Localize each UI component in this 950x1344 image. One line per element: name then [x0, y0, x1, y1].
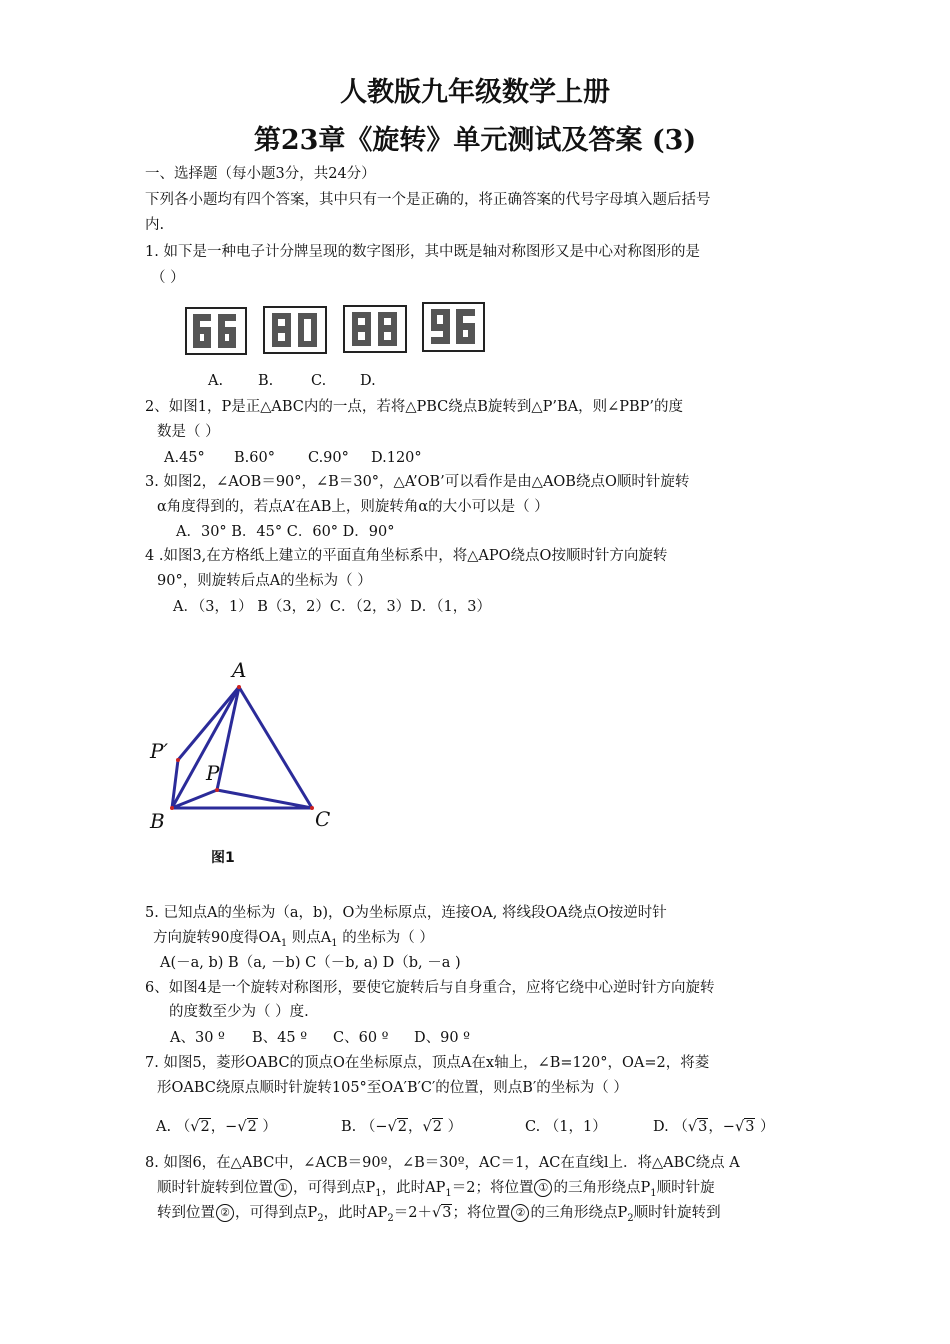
- label-p-prime: P′: [150, 739, 168, 763]
- figure-1-diagram: [140, 650, 350, 840]
- question-7-option-d: D. （√3，−√3 ）: [653, 1119, 775, 1135]
- question-1-answer-paren: （ ）: [151, 270, 185, 286]
- question-6-stem-cont: 的度数至少为（ ）度.: [169, 1004, 309, 1020]
- question-3-stem: 3. 如图2，∠AOB＝90°，∠B＝30°，△A’OB’可以看作是由△AOB绕点O顺时针旋转: [145, 474, 690, 490]
- label-a: A: [232, 658, 247, 682]
- question-7-stem: 7. 如图5，菱形OABC的顶点O在坐标原点，顶点A在x轴上，∠B=120°，OA=2，将菱: [145, 1055, 710, 1071]
- question-6-stem: 6、如图4是一个旋转对称图形，要使它旋转后与自身重合，应将它绕中心逆时针方向旋转: [145, 980, 715, 996]
- scoreboard-digits-d: [422, 302, 485, 352]
- question-6-option-d: D、90 º: [414, 1030, 471, 1046]
- label-b: B: [150, 809, 165, 833]
- document-title: 人教版九年级数学上册: [340, 77, 610, 108]
- question-3-options: A．30° B．45° C．60° D．90°: [176, 524, 395, 540]
- question-2-option-b: B.60°: [234, 450, 275, 466]
- question-8-line-1: 8. 如图6，在△ABC中，∠ACB＝90º，∠B＝30º，AC＝1，AC在直线l上．将△ABC绕点 A: [145, 1155, 740, 1171]
- question-4-options: A．（3，1） B（3，2）C．（2，3）D．（1，3）: [173, 599, 492, 615]
- question-1-option-c: C.: [311, 373, 327, 389]
- question-7-option-b: B. （−√2，√2 ）: [341, 1119, 463, 1135]
- question-3-stem-cont: α角度得到的，若点A’在AB上，则旋转角α的大小可以是（ ）: [157, 499, 549, 515]
- question-1-option-d: D.: [360, 373, 376, 389]
- question-2-stem: 2、如图1，P是正△ABC内的一点，若将△PBC绕点B旋转到△P’BA，则∠PBP’的度: [145, 399, 683, 415]
- question-8-line-3: 转到位置 ② ，可得到点$P_2$，此时$AP_2=2+√3$；将位置 ② 的三角形绕点$P_2$顺时针旋转到: [157, 1205, 721, 1224]
- scoreboard-digits-b: [263, 306, 327, 354]
- question-2-option-a: A.45°: [164, 450, 205, 466]
- question-6-option-c: C、60 º: [333, 1030, 389, 1046]
- question-6-option-a: A、30 º: [170, 1030, 225, 1046]
- question-5-options: A(－a, b) B（a, －b) C（－b, a) D（b, －a ): [160, 955, 461, 971]
- figure-1-caption: 图1: [211, 850, 235, 866]
- question-8-line-2: 顺时针旋转到位置 ① ，可得到点$P_1$，此时$AP_1=2$；将位置 ① 的三角形绕点$P_1$顺时针旋: [157, 1180, 715, 1199]
- section-heading: 一、选择题（每小题3分，共24分）: [145, 166, 376, 182]
- scoreboard-digits-a: [185, 307, 247, 355]
- question-5-stem-cont: 方向旋转90度得$OA_1$ 则点$A_1$ 的坐标为（ ）: [153, 930, 434, 949]
- question-1-option-a: A.: [208, 373, 224, 389]
- question-1-stem: 1. 如下是一种电子计分牌呈现的数字图形，其中既是轴对称图形又是中心对称图形的是: [145, 244, 700, 260]
- instructions-line-2: 内.: [145, 217, 165, 233]
- question-1-option-b: B.: [258, 373, 274, 389]
- question-4-stem-cont: 90°，则旋转后点A的坐标为（ ）: [157, 573, 372, 589]
- edge-ac: [239, 687, 312, 808]
- edge-ab: [172, 687, 239, 808]
- question-7-stem-cont: 形OABC绕原点顺时针旋转105°至OA′B′C′的位置，则点B′的坐标为（ ）: [157, 1080, 628, 1096]
- question-2-option-d: D.120°: [371, 450, 422, 466]
- question-2-option-c: C.90°: [308, 450, 349, 466]
- document-subtitle: 第23章《旋转》单元测试及答案 (3): [253, 125, 697, 156]
- question-7-option-c: C. （1，1）: [525, 1119, 607, 1135]
- question-5-stem: 5. 已知点A的坐标为（a，b)，O为坐标原点，连接OA, 将线段OA绕点O按逆时针: [145, 905, 667, 921]
- label-c: C: [315, 807, 331, 831]
- question-4-stem: 4 .如图3,在方格纸上建立的平面直角坐标系中，将△APO绕点O按顺时针方向旋转: [145, 548, 668, 564]
- edge-pc: [217, 790, 312, 808]
- question-6-option-b: B、45 º: [252, 1030, 308, 1046]
- edge-bp: [172, 790, 217, 808]
- question-7-option-a: A. （√2，−√2 ）: [156, 1119, 277, 1135]
- question-2-stem-cont: 数是（ ）: [157, 424, 220, 440]
- instructions-line-1: 下列各小题均有四个答案，其中只有一个是正确的，将正确答案的代号字母填入题后括号: [145, 192, 711, 208]
- label-p: P: [206, 761, 220, 785]
- scoreboard-digits-c: [343, 305, 407, 353]
